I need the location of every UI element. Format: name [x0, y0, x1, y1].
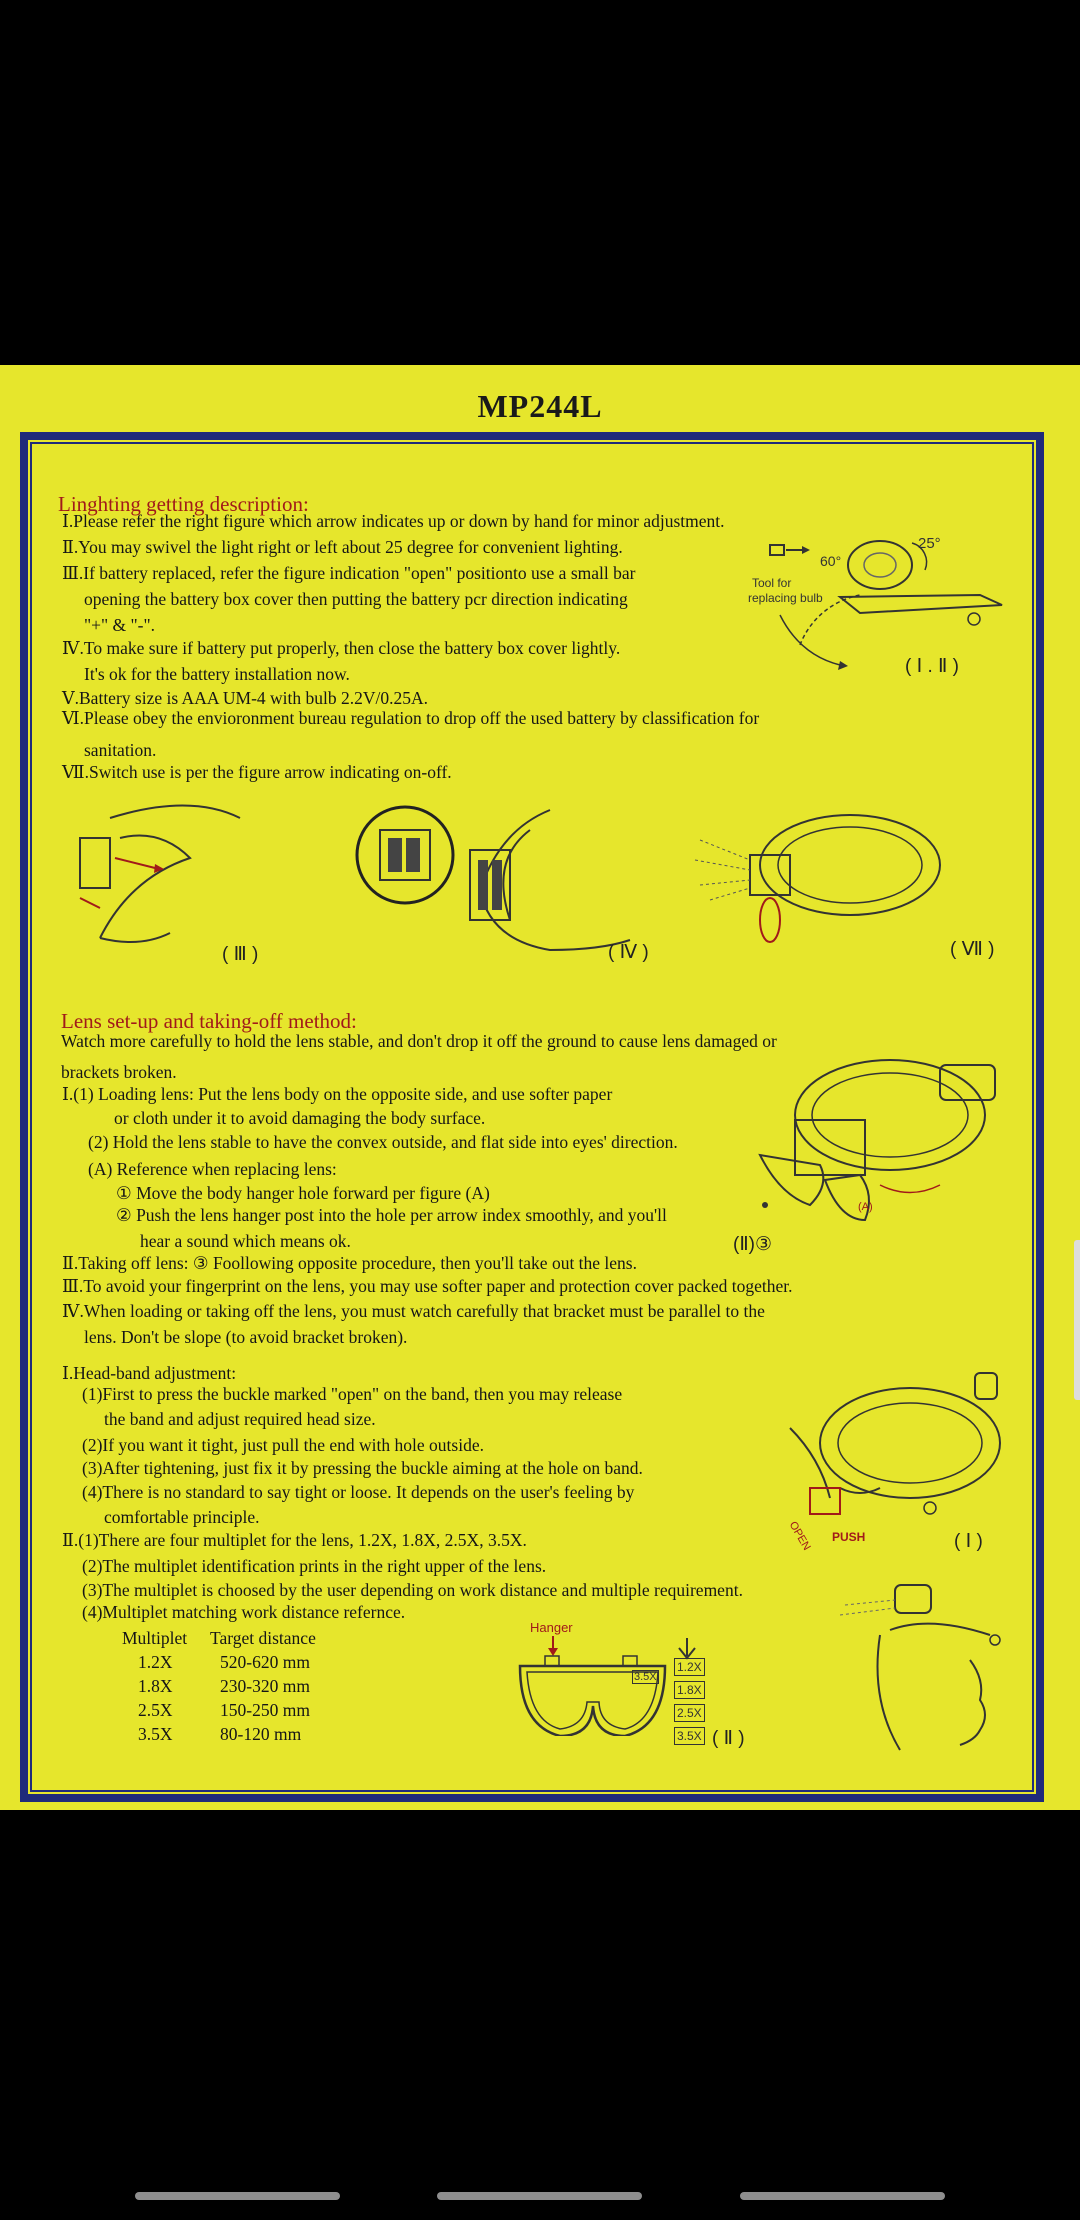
tool-label-2: replacing bulb: [748, 591, 823, 605]
figure-caption-3: ( Ⅲ ): [222, 944, 259, 965]
lens-line: ① Move the body hanger hole forward per figure (A): [116, 1183, 490, 1203]
model-title: MP244L: [477, 388, 603, 424]
headband-line: (4)Multiplet matching work distance refernce.: [82, 1602, 406, 1622]
figure-caption-4: ( Ⅳ ): [608, 942, 649, 963]
headband-line: (4)There is no standard to say tight or loose. It depends on the user's feeling by: [82, 1482, 635, 1502]
scale-label: 3.5X: [674, 1727, 705, 1745]
lens-line: or cloth under it to avoid damaging the body surface.: [114, 1108, 486, 1128]
lighting-line: opening the battery box cover then putting the battery pcr direction indicating: [84, 589, 628, 609]
lens-heading: Lens set-up and taking-off method:: [61, 1009, 357, 1033]
lens-line: (A) Reference when replacing lens:: [88, 1159, 337, 1179]
lens-line: ② Push the lens hanger post into the hole per arrow index smoothly, and you'll: [116, 1205, 667, 1225]
headlamp-swivel-figure: [740, 525, 1010, 685]
lens-line: brackets broken.: [61, 1062, 177, 1082]
lens-line: Watch more carefully to hold the lens stable, and don't drop it off the ground to cause lens damaged or: [61, 1031, 777, 1051]
lighting-line: Ⅰ.Please refer the right figure which arrow indicates up or down by hand for minor adjustment.: [62, 511, 725, 531]
lighting-line: Ⅶ.Switch use is per the figure arrow indicating on-off.: [62, 762, 452, 782]
lens-line: lens. Don't be slope (to avoid bracket broken).: [84, 1327, 408, 1347]
lens-multiplet-figure: [515, 1636, 765, 1736]
switch-figure: [690, 800, 950, 950]
table-cell: 1.2X: [138, 1652, 173, 1672]
headband-line: (3)After tightening, just fix it by pressing the buckle aiming at the hole on band.: [82, 1458, 643, 1478]
scale-label: 2.5X: [674, 1704, 705, 1722]
headband-line: (1)First to press the buckle marked "open" on the band, then you may release: [82, 1384, 623, 1404]
table-cell: 80-120 mm: [220, 1724, 302, 1744]
headband-line: the band and adjust required head size.: [104, 1409, 376, 1429]
headband-line: (2)If you want it tight, just pull the end with hole outside.: [82, 1435, 484, 1455]
lens-figure-caption: (Ⅱ)③: [733, 1234, 773, 1255]
lens-mark-label: 3.5X: [634, 1671, 657, 1683]
table-header: Multiplet: [122, 1628, 188, 1648]
lighting-line: Ⅱ.You may swivel the light right or left about 25 degree for convenient lighting.: [62, 537, 623, 557]
lighting-line: It's ok for the battery installation now.: [84, 664, 350, 684]
nav-bar-home[interactable]: [437, 2192, 642, 2200]
headband-line: (2)The multiplet identification prints in the right upper of the lens.: [82, 1556, 547, 1576]
push-label: PUSH: [832, 1530, 866, 1544]
table-row: [122, 1722, 410, 1746]
table-cell: 230-320 mm: [220, 1676, 310, 1696]
table-cell: 3.5X: [138, 1724, 173, 1744]
table-row: [122, 1674, 410, 1698]
table-header: Target distance: [210, 1628, 316, 1648]
battery-close-figure: [450, 800, 650, 960]
multiplet-figure-caption: ( Ⅱ ): [712, 1728, 745, 1749]
battery-open-figure: [60, 798, 260, 953]
table-cell: 2.5X: [138, 1700, 173, 1720]
figure-a-label: (A): [858, 1201, 873, 1213]
figure-caption-1-2: ( Ⅰ . Ⅱ ): [905, 656, 960, 677]
lighting-line: sanitation.: [84, 740, 157, 760]
figure-caption-7: ( Ⅶ ): [950, 939, 995, 960]
lens-mount-figure: [740, 1045, 1010, 1240]
lighting-line: "+" & "-".: [84, 615, 156, 635]
lens-line: (2) Hold the lens stable to have the convex outside, and flat side into eyes' direction.: [88, 1132, 678, 1152]
side-edge: [1074, 1240, 1080, 1400]
scale-label: 1.8X: [674, 1681, 705, 1699]
scale-label: 1.2X: [674, 1658, 705, 1676]
open-label: OPEN: [786, 1519, 813, 1553]
headband-line: comfortable principle.: [104, 1507, 260, 1527]
battery-closeup-figure: [350, 800, 460, 910]
degree-25-label: 25°: [918, 535, 941, 552]
lighting-heading: Linghting getting description:: [58, 492, 309, 516]
headband-line: Ⅱ.(1)There are four multiplet for the lens, 1.2X, 1.8X, 2.5X, 3.5X.: [62, 1530, 527, 1550]
lighting-line: Ⅳ.To make sure if battery put properly, then close the battery box cover lightly.: [62, 638, 621, 658]
nav-bar-right[interactable]: [740, 2192, 945, 2200]
table-cell: 1.8X: [138, 1676, 173, 1696]
head-profile-figure: [840, 1580, 1015, 1755]
multiplet-table: [122, 1626, 410, 1746]
table-row: [122, 1650, 410, 1674]
degree-60-label: 60°: [820, 553, 842, 569]
headband-figure-caption: ( Ⅰ ): [954, 1531, 983, 1552]
hanger-label: Hanger: [530, 1620, 573, 1635]
headband-adjust-figure: [780, 1368, 1010, 1538]
lighting-line: Ⅲ.If battery replaced, refer the figure indication "open" positionto use a small bar: [62, 563, 636, 583]
table-cell: 520-620 mm: [220, 1652, 310, 1672]
lighting-line: Ⅴ.Battery size is AAA UM-4 with bulb 2.2V/0.25A.: [62, 688, 429, 708]
headband-line: (3)The multiplet is choosed by the user depending on work distance and multiple requirement.: [82, 1580, 743, 1600]
lens-line: Ⅱ.Taking off lens: ③ Foollowing opposite procedure, then you'll take out the lens.: [62, 1253, 637, 1273]
lens-line: Ⅳ.When loading or taking off the lens, you must watch carefully that bracket must be parallel to the: [62, 1301, 765, 1321]
headband-line: Ⅰ.Head-band adjustment:: [62, 1363, 237, 1383]
table-row: [122, 1698, 410, 1722]
lens-line: hear a sound which means ok.: [140, 1231, 351, 1251]
tool-label: Tool for: [752, 576, 792, 590]
lighting-line: Ⅵ.Please obey the envioronment bureau regulation to drop off the used battery by classification for: [62, 708, 760, 728]
lens-line: Ⅰ.(1) Loading lens: Put the lens body on the opposite side, and use softer paper: [62, 1084, 613, 1104]
lens-line: Ⅲ.To avoid your fingerprint on the lens, you may use softer paper and protection cover packed together.: [62, 1276, 793, 1296]
table-cell: 150-250 mm: [220, 1700, 310, 1720]
nav-bar-left[interactable]: [135, 2192, 340, 2200]
table-header-row: [122, 1626, 410, 1650]
